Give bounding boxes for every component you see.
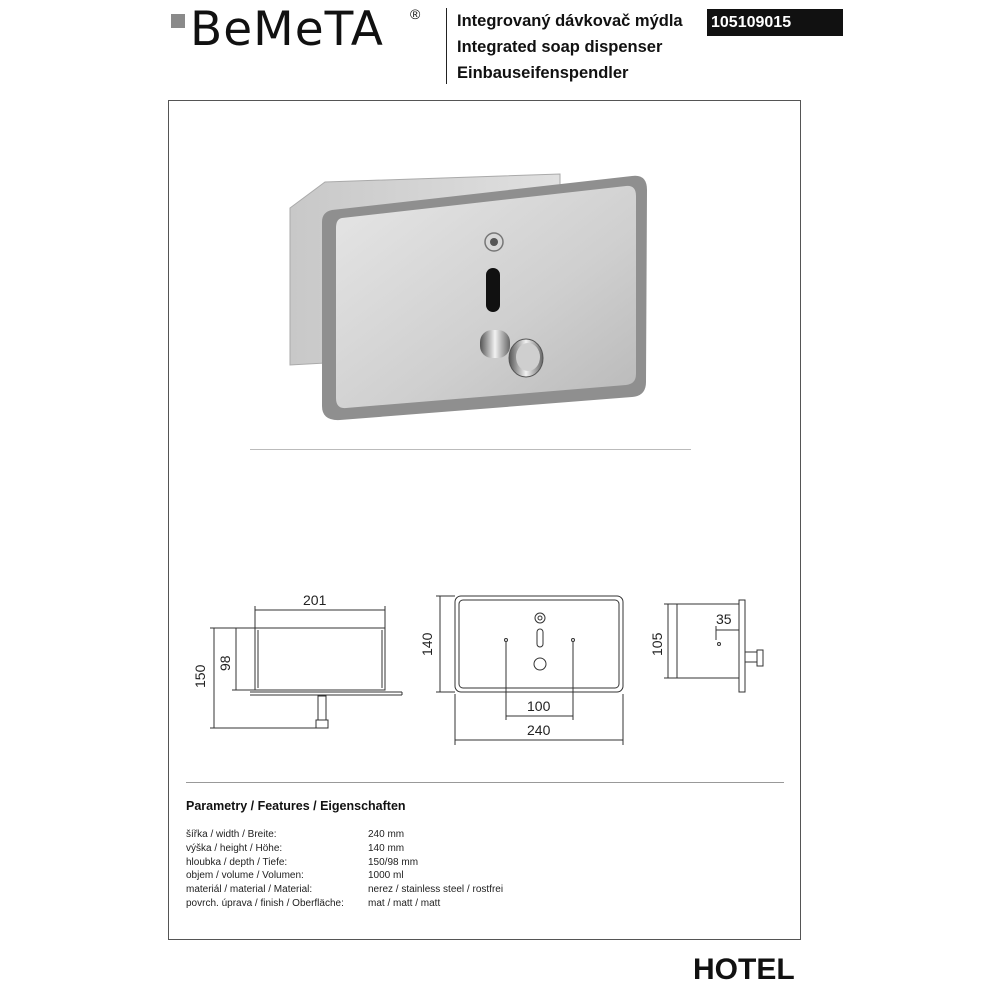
- product-titles: [457, 8, 697, 86]
- features-separator: [186, 782, 784, 783]
- table-row: [186, 842, 503, 856]
- soap-dispenser-photo: [270, 160, 670, 440]
- brand-logo: BeMeTA: [190, 2, 384, 57]
- photo-separator: [250, 449, 691, 450]
- registered-mark: ®: [410, 6, 421, 22]
- table-row: [186, 856, 503, 870]
- table-row: [186, 883, 503, 897]
- feature-label: objem / volume / Volumen:: [186, 870, 304, 882]
- title-de: Einbauseifenspendler: [457, 64, 629, 82]
- features-title: Parametry / Features / Eigenschaften: [186, 799, 406, 813]
- features-table: [186, 828, 503, 911]
- feature-value: mat / matt / matt: [368, 897, 441, 909]
- title-en: Integrated soap dispenser: [457, 38, 663, 56]
- category-label: HOTEL: [693, 953, 795, 986]
- feature-label: hloubka / depth / Tiefe:: [186, 856, 288, 868]
- dim-side-width: 201: [303, 592, 327, 608]
- feature-value: 150/98 mm: [368, 856, 419, 868]
- feature-label: povrch. úprava / finish / Oberfläche:: [186, 897, 344, 909]
- dim-side-height-total: 150: [192, 664, 208, 688]
- feature-value: 140 mm: [368, 842, 405, 854]
- table-row: [186, 869, 503, 883]
- dim-side-height-body: 98: [217, 655, 233, 671]
- table-row: [186, 828, 503, 842]
- feature-value: 240 mm: [368, 829, 405, 840]
- dim-profile-depth: 35: [716, 611, 732, 627]
- feature-label: výška / height / Höhe:: [186, 842, 283, 854]
- technical-drawings: [180, 580, 790, 760]
- dim-front-width: 240: [527, 722, 551, 738]
- product-code-badge: 105109015: [707, 9, 843, 36]
- feature-label: materiál / material / Material:: [186, 884, 313, 896]
- logo-square-icon: [171, 14, 185, 28]
- table-row: [186, 897, 503, 911]
- feature-label: šířka / width / Breite:: [186, 829, 277, 840]
- dim-front-spacing: 100: [527, 698, 551, 714]
- title-cz: Integrovaný dávkovač mýdla: [457, 12, 683, 30]
- feature-value: 1000 ml: [368, 870, 404, 882]
- dim-front-height: 140: [419, 632, 435, 656]
- feature-value: nerez / stainless steel / rostfrei: [368, 884, 504, 896]
- header-divider: [446, 8, 447, 84]
- dim-profile-height: 105: [649, 632, 665, 656]
